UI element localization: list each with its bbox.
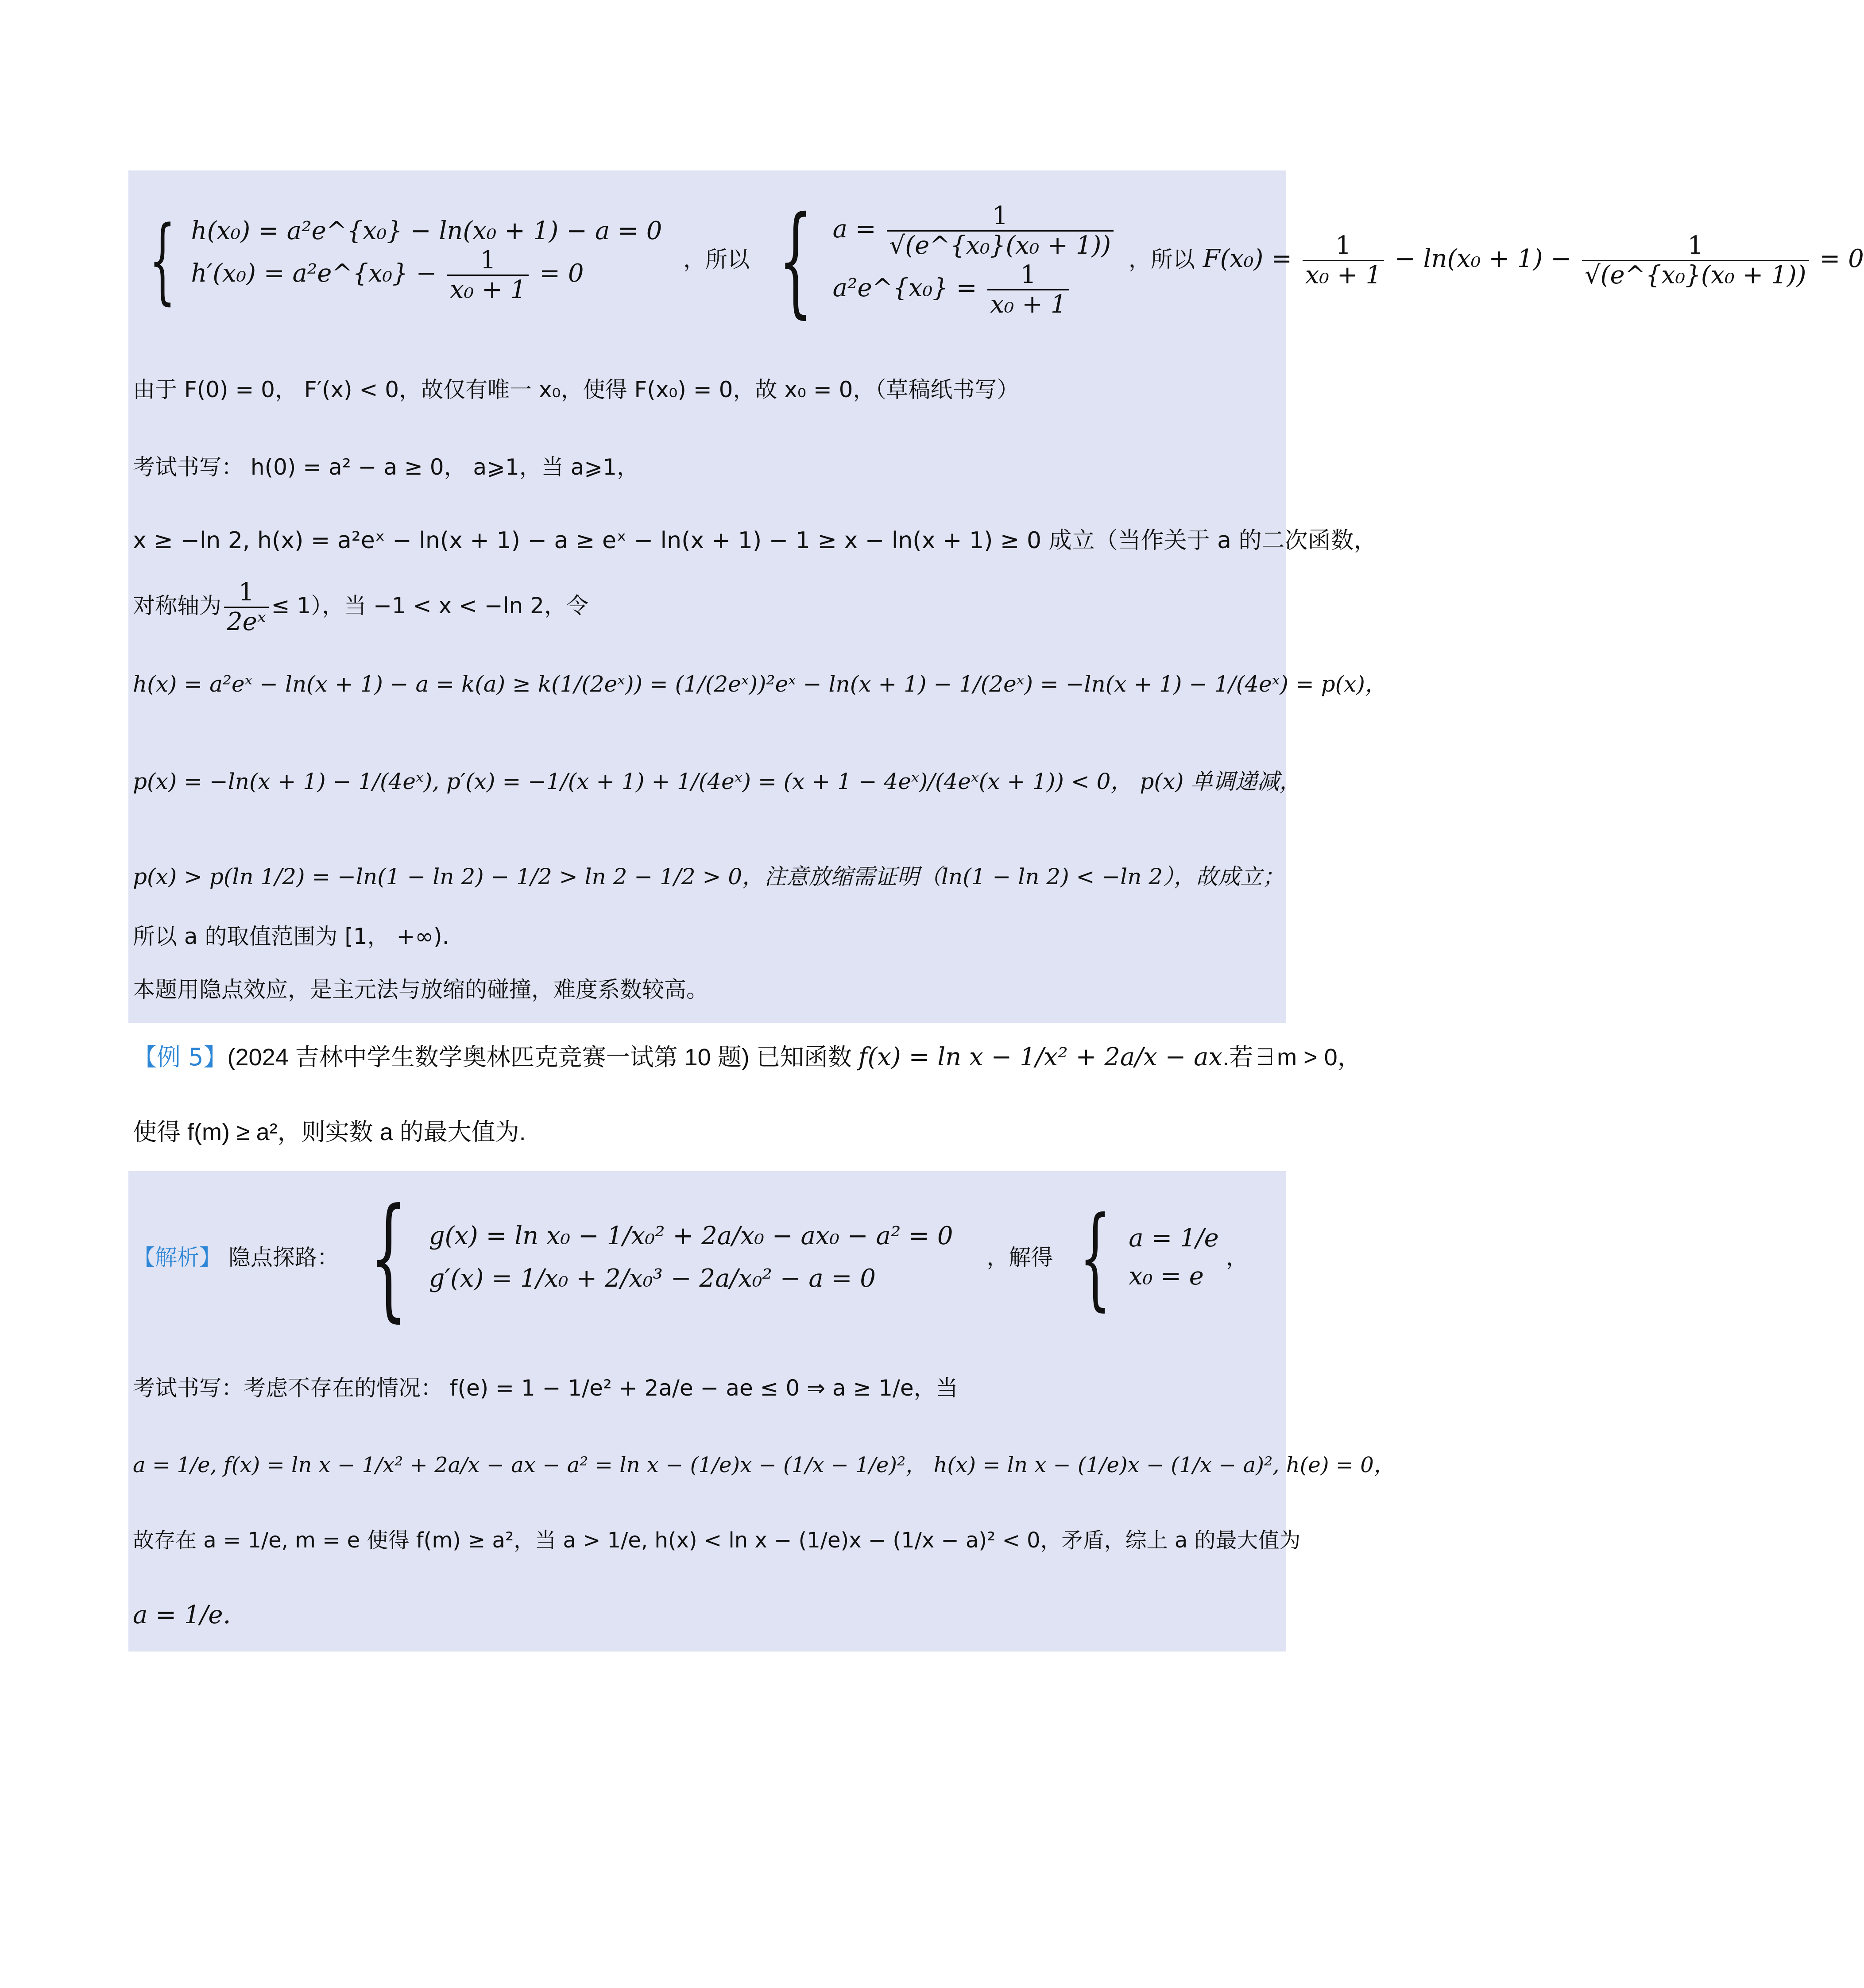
- solve-sep: ，解得: [986, 1245, 1053, 1270]
- solution2-line3: a = 1/e, f(x) = ln x − 1/x² + 2a/x − ax − a² = ln x − (1/e)x − (1/x − 1/e)²， h(x) = ln x − (1/e)x − (1/x − a)², h(e) = 0，: [133, 1453, 1395, 1477]
- system-a: [833, 199, 1117, 321]
- solution1-line4: x ≥ −ln 2, h(x) = a²eˣ − ln(x + 1) − a ≥ eˣ − ln(x + 1) − 1 ≥ x − ln(x + 1) ≥ 0 成立（当作关于 a 的二次函数，: [133, 527, 1377, 554]
- sep-so1: ，所以: [683, 246, 750, 272]
- left-brace-icon: {: [369, 1180, 408, 1334]
- F-equation: F(x₀) = $\frac{1}{\text{x₀ + 1}}$ − ln(x₀ + 1) − $\frac{1}{\text{√(e\textasciicircum{}\{x₀\}(x₀ + 1))}}$ = 0: [1203, 231, 1864, 290]
- solution2-line1: [133, 1180, 1248, 1334]
- left-brace-icon: {: [1079, 1193, 1111, 1322]
- sysA-eq1: g(x) = ln x₀ − 1/x₀² + 2a/x₀ − ax₀ − a² = 0: [429, 1222, 953, 1250]
- solution2-line4: 故存在 a = 1/e, m = e 使得 f(m) ≥ a²，当 a > 1/e, h(x) < ln x − (1/e)x − (1/x − a)² < 0，矛盾，综上 a 的最大值为: [133, 1528, 1301, 1553]
- example-text1: 已知函数: [756, 1044, 852, 1071]
- solution1-line10: 本题用隐点效应，是主元法与放缩的碰撞，难度系数较高。: [133, 977, 708, 1002]
- solution1-line3: 考试书写： h(0) = a² − a ≥ 0， a⩾1，当 a⩾1，: [133, 454, 639, 480]
- analysis-label: 【解析】: [133, 1245, 221, 1270]
- sysB-eq1: a = 1/e: [1129, 1224, 1219, 1253]
- sys1-eq2: h′(x₀) = a²e^{x₀} − $\frac{1}{\text{x₀ + 1}}$ = 0: [191, 245, 584, 304]
- system-h: [191, 214, 662, 307]
- example5-line1: [133, 1045, 1361, 1070]
- example5-line2: 使得 f(m) ≥ a²，则实数 a 的最大值为.: [133, 1119, 526, 1145]
- analysis-intro: 隐点探路：: [228, 1245, 339, 1270]
- sysA-eq2: g′(x) = 1/x₀ + 2/x₀³ − 2a/x₀² − a = 0: [429, 1264, 876, 1293]
- left-brace-icon: {: [778, 190, 813, 330]
- sys2-eq2: a²e^{x₀} = $\frac{1}{\text{x₀ + 1}}$: [833, 263, 1117, 317]
- solution1-line9: 所以 a 的取值范围为 [1， +∞).: [133, 924, 449, 949]
- example-function: f(x) = ln x − 1/x² + 2a/x − ax: [858, 1043, 1223, 1071]
- solution2-line2: 考试书写：考虑不存在的情况： f(e) = 1 − 1/e² + 2a/e − ae ≤ 0 ⇒ a ≥ 1/e，当: [133, 1375, 958, 1401]
- sys1-eq1: h(x₀) = a²e^{x₀} − ln(x₀ + 1) − a = 0: [191, 216, 662, 245]
- solution1-line8: p(x) > p(ln 1/2) = −ln(1 − ln 2) − 1/2 > ln 2 − 1/2 > 0，注意放缩需证明（ln(1 − ln 2) < −ln 2），故成立；: [133, 864, 1285, 890]
- system-solution: [1129, 1213, 1219, 1302]
- sysB-tail: ，: [1226, 1245, 1248, 1270]
- solution1-line2: 由于 F(0) = 0， F′(x) < 0，故仅有唯一 x₀，使得 F(x₀) = 0，故 x₀ = 0，（草稿纸书写）: [133, 377, 1019, 402]
- sysB-eq2: x₀ = e: [1129, 1262, 1204, 1291]
- solution1-line5: 对称轴为 $\frac{1}{\text{2eˣ}}$ ≤ 1），当 −1 < x < −ln 2，令: [133, 578, 588, 636]
- solution1-line1: [133, 190, 1864, 330]
- left-brace-icon: {: [149, 206, 176, 314]
- sep-so2: ，所以: [1128, 246, 1195, 272]
- solution1-line6: h(x) = a²eˣ − ln(x + 1) − a = k(a) ≥ k(1/(2eˣ)) = (1/(2eˣ))²eˣ − ln(x + 1) − 1/(2eˣ) = −ln(x + 1) − 1/(4eˣ) = p(x)，: [133, 671, 1387, 697]
- example-source: (2024 吉林中学生数学奥林匹克竞赛一试第 10 题): [227, 1044, 750, 1071]
- sys2-eq1: a = $\frac{1}{\text{√(e\textasciicircum{}\{x₀\}(x₀ + 1))}}$: [833, 204, 1117, 258]
- solution2-line5: a = 1/e.: [133, 1601, 231, 1629]
- example-label: 【例 5】: [133, 1043, 228, 1071]
- solution1-line7: p(x) = −ln(x + 1) − 1/(4eˣ), p′(x) = −1/(x + 1) + 1/(4eˣ) = (x + 1 − 4eˣ)/(4eˣ(x + 1)) < 0， p(x) 单调递减，: [133, 769, 1302, 794]
- example-text2: .若∃m > 0，: [1222, 1044, 1361, 1071]
- system-g: [429, 1206, 953, 1309]
